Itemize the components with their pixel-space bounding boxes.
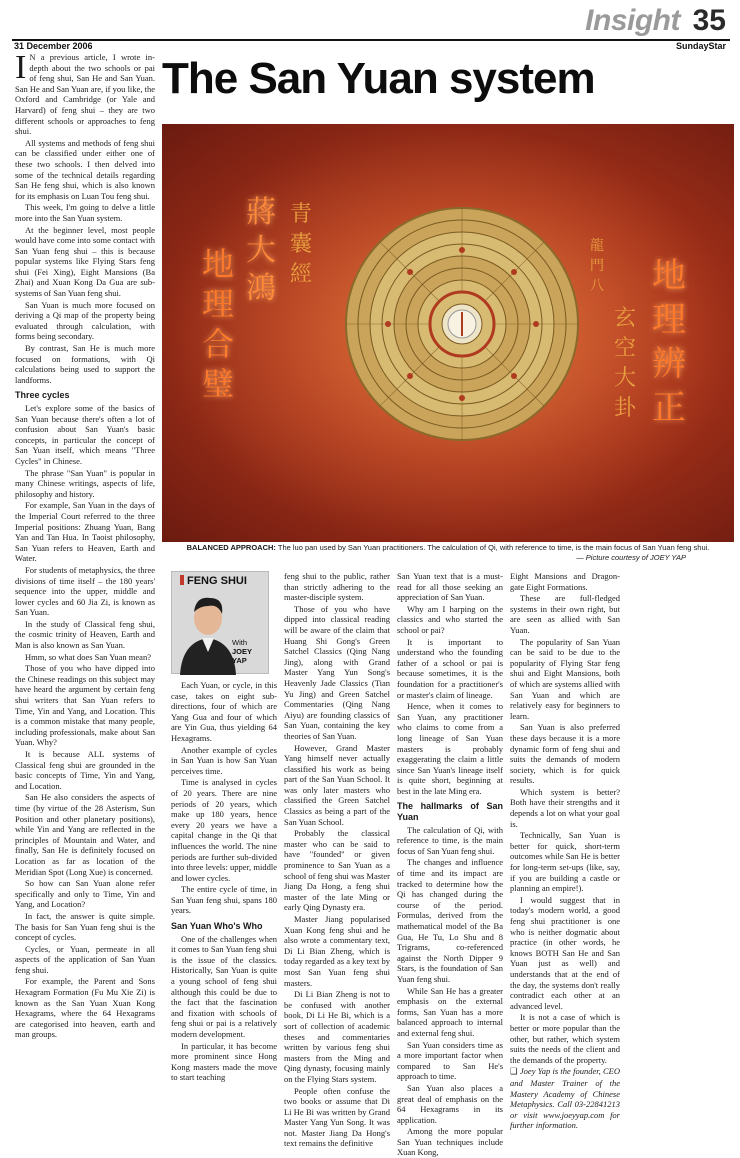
section-title: Insight [585, 4, 680, 37]
article-column-4 [397, 571, 503, 1158]
bullet-icon: ❑ [510, 1067, 518, 1078]
paragraph: Technically, San Yuan is better for quick, short-term outcomes while San He is better for long-term set-ups (like, say, if you are building a castle or planning an empire!). [510, 830, 620, 894]
paragraph: While San He has a greater emphasis on the external forms, San Yuan has a more balanced approach to internal and external feng shui. [397, 985, 503, 1038]
photo-caption [162, 543, 734, 563]
paragraph: In fact, the answer is quite simple. The basis for San Yuan feng shui is the concept of cycles. [15, 910, 155, 943]
paragraph: For students of metaphysics, the three divisions of time itself – the 180 years' sequence into the upper, middle and lower cycles and 60 Jia Zi, is known as San Yuan. [15, 564, 155, 618]
paragraph: It is not a case of which is better or more popular than the other, but rather, which system suits the needs of the client and the demands of the property. [510, 1012, 620, 1065]
paragraph: San Yuan is much more focused on deriving a Qi map of the property being evaluated through calculation, with forms being secondary. [15, 299, 155, 342]
paragraph: This week, I'm going to delve a little more into the San Yuan system. [15, 202, 155, 223]
paragraph: The entire cycle of time, in San Yuan feng shui, spans 180 years. [171, 884, 277, 916]
paragraph: Let's explore some of the basics of San Yuan because there's often a lot of confusion about San Yuan's basic concepts, in particular the concept of San Yuan itself, which means "Three Cycles" in Chinese. [15, 403, 155, 466]
paragraph: Hence, when it comes to San Yuan, any practitioner who claims to come from a long lineage of San Yuan masters is probably exaggerating the claim a little since San Yuan's lineage itself is quite short, beginning at best in the late Ming era. [397, 701, 503, 796]
paragraph: Master Jiang popularised Xuan Kong feng shui and he also wrote a commentary text, Di Li Bian Zheng, which is today regarded as a key text by most San Yuan feng shui masters. [284, 914, 390, 988]
byline-with: With [232, 638, 247, 647]
paragraph: However, Grand Master Yang himself never actually classified his work as being part of the San Yuan School. It was only later masters who classified the Green Satchel Classics as being a part of the San Yuan School. [284, 742, 390, 827]
byline-author: JOEY YAP [232, 647, 252, 665]
paragraph: feng shui to the public, rather than strictly adhering to the master-disciple system. [284, 571, 390, 603]
page-number: 35 [692, 4, 726, 37]
columnist-badge [171, 571, 269, 674]
paragraph: Those of you who have dipped into classical reading will be aware of the claim that Huang Shi Gong's Green Satchel Classics (Qing Nang Jing), along with Grand Master Yang Yun Song's Heavenly Jade Classics (Tian Yu Jing) and Green Satchel Commentaries (Qing Nang Aiyu) are founding classics of San Yuan, containing the key theories of San Yuan. [284, 603, 390, 741]
paragraph: Eight Mansions and Dragon-gate Eight Formations. [510, 571, 620, 592]
author-bio [510, 1066, 620, 1131]
paragraph: All systems and methods of feng shui can be classified under either one of these two schools. I then delved into some of the technical details regarding San He feng shui, which is also known for its emphasis on Luan Tou feng shui. [15, 137, 155, 201]
paragraph: San Yuan also places a great deal of emphasis on the 64 Hexagrams in its application. [397, 1082, 503, 1125]
photo-credit: — Picture courtesy of JOEY YAP [576, 553, 686, 562]
paragraph: In particular, it has become more prominent since Hong Kong masters made the move to start teaching [171, 1040, 277, 1083]
paragraph: San Yuan considers time as a more important factor when compared to San He's approach to time. [397, 1039, 503, 1082]
luopan-photo [162, 124, 734, 542]
paragraph: People often confuse the two books or assume that Di Li He Bi was written by Grand Master Yang Yun Song. It was not. Master Jiang Da Hong's text remains the definitive [284, 1085, 390, 1149]
article-column-2 [171, 680, 277, 1083]
paragraph: So how can San Yuan alone refer specifically and only to Time, Yin and Yang, and Location? [15, 878, 155, 910]
paragraph: N a previous article, I wrote in-depth about the two schools or pai of feng shui, San He and San Yuan. San He and San Yuan are, if you like, the Oxford and Cambridge (or Yale and Harvard) of feng shui – they are two different schools or approaches to feng shui. [15, 52, 155, 137]
luopan-compass [346, 208, 578, 440]
subheading: Three cycles [15, 390, 70, 401]
paragraph: Why am I harping on the classics and who started the school or pai? [397, 603, 503, 635]
paragraph: Di Li Bian Zheng is not to be confused with another book, Di Li He Bi, which is a sort of collection of academic theses and commentaries written by various feng shui masters from the Ming and Qing dynasty, focusing mainly on the Flying Stars system. [284, 989, 390, 1084]
calligraphy-left-1: 地 理 合 璧 [202, 245, 235, 403]
calligraphy-right-2: 玄 空 大 卦 [614, 306, 637, 421]
paragraph: It is important to understand who the founding father of a school or pai is because sometimes, it is the foundation for a practitioner's or master's claim of lineage. [397, 636, 503, 700]
paragraph: One of the challenges when it comes to San Yuan feng shui is the issue of the classics. Historically, San Yuan is quite a young school of feng shui although this could be due to the fact that the fascination and fixation with schools of feng shui or pai is a relatively modern development. [171, 933, 277, 1039]
paragraph: At the beginner level, most people would have come into some contact with San Yuan feng shui – this is because popular systems like Flying Stars feng shui (Fei Xing), Eight Mansions (Ba Zhai) and Xuan Kong Da Gua are sub-systems of San Yuan feng shui. [15, 224, 155, 299]
paper-name: SundayStar [675, 41, 726, 51]
paragraph: By contrast, San He is much more focused on formations, with Qi calculations being used to support the landforms. [15, 343, 155, 385]
drop-cap: I [15, 49, 27, 86]
paragraph: The popularity of San Yuan can be said to be due to the popularity of Flying Star feng shui and Eight Mansions, both of which are systems allied with San Yuan and which are relatively easy for beginners to learn. [510, 636, 620, 721]
issue-date: 31 December 2006 [14, 41, 93, 51]
paragraph: I would suggest that in today's modern world, a good feng shui practitioner is one who is neither dogmatic about practice (in other words, he knows BOTH San He and San Yuan just as well) and understands that at the end of the day, the systems don't really contradict each other at an advanced level. [510, 894, 620, 1011]
bio-text: Joey Yap is the founder, CEO and Master Trainer of the Mastery Academy of Chinese Metaphysics. Call 03-22841213 or visit www.joeyyap.com for further information. [510, 1066, 620, 1131]
caption-text: The luo pan used by San Yuan practitioners. The calculation of Qi, with reference to time, is the main focus of San Yuan feng shui. [275, 543, 710, 552]
paragraph: The changes and influence of time and its impact are tracked to determine how the Qi has changed during the course of the period. Formulas, derived from the mathematical model of the Ba Gua, He Tu, Lo Shu and 8 Trigrams, co-referenced against the North Dipper 9 Stars, is the foundation of San Yuan feng shui. [397, 857, 503, 984]
paragraph: In the study of Classical feng shui, the cosmic trinity of Heaven, Earth and Man is also known as San Yuan. [15, 618, 155, 651]
subheading: San Yuan Who's Who [171, 921, 263, 932]
paragraph: The calculation of Qi, with reference to time, is the main focus of San Yuan feng shui. [397, 824, 503, 856]
calligraphy-right-3: 龍 門 八 [590, 238, 604, 294]
paragraph: Those of you who have dipped into the Chinese readings on this subject may have heard the argument by certain feng shui writers that San Yuan refers to Time, Yin and Yang, and Location. This is a common mistake that many people, including professionals, make about San Yuan. Why? [15, 663, 155, 748]
paragraph: Each Yuan, or cycle, in this case, takes on eight sub-directions, four of which are Yang Gua and four of which are Yin Gua, thus yielding 64 Hexagrams. [171, 680, 277, 743]
column-title: FENG SHUI [180, 575, 247, 587]
column-byline [232, 638, 268, 665]
paragraph: Hmm, so what does San Yuan mean? [25, 651, 151, 662]
paragraph: San Yuan text that is a must-read for all those seeking an appreciation of San Yuan. [397, 571, 503, 603]
paragraph: San Yuan is also preferred these days because it is a more dynamic form of feng shui and suits the demands of modern society, which is for quick results. [510, 722, 620, 786]
calligraphy-left-2: 蔣 大 鴻 [246, 195, 276, 306]
paragraph: Another example of cycles in San Yuan is how San Yuan perceives time. [171, 744, 277, 776]
header-rule [12, 39, 730, 41]
paragraph: It is because ALL systems of Classical feng shui are grounded in the basic concepts of Time, Yin and Yang, and Location. [15, 749, 155, 791]
paragraph: Which system is better? Both have their strengths and it depends a lot on what your goal is. [510, 786, 620, 829]
article-column-3 [284, 571, 390, 1149]
article-column-1 [15, 49, 155, 1040]
paragraph: Among the more popular San Yuan techniques include Xuan Kong, [397, 1126, 503, 1158]
calligraphy-right-1: 地 理 辨 正 [652, 256, 686, 428]
paragraph: The phrase "San Yuan" is popular in many Chinese writings, aspects of life, philosophy and history. [15, 467, 155, 499]
caption-lead: BALANCED APPROACH: [186, 543, 276, 552]
subheading: The hallmarks of San Yuan [397, 801, 503, 823]
paragraph: Probably the classical master who can be said to have "founded" or given prominence to San Yuan as a school of feng shui was Master Jiang Da Hong, a feng shui master of the late Ming or early Qing Dynasty era. [284, 828, 390, 913]
paragraph: Cycles, or Yuan, permeate in all aspects of the application of San Yuan feng shui. [15, 943, 155, 975]
paragraph: For example, the Parent and Sons Hexagram Formation (Fu Mu Xie Zi) is known as the San Yuan Xuan Kong Hexagrams, where the 64 Hexagrams are categorised into heaven, earth and man groups. [15, 976, 155, 1040]
calligraphy-left-3: 青 囊 經 [290, 202, 313, 287]
paragraph: These are full-fledged systems in their own right, but are seen as allied with San Yuan. [510, 593, 620, 635]
paragraph: San He also considers the aspects of time (by virtue of the 28 Asterism, Sun Position and other planetary positions), while Yin and Yang are reflected in the principles of Mountain and Water, and finally, San He is definitely focused on Location as far as location of the Meridian Spot (Long Xue) is concerned. [15, 792, 155, 877]
luopan-illustration [162, 124, 734, 542]
paragraph: Time is analysed in cycles of 20 years. There are nine periods of 20 years, which make up 180 years, hence every 20 years we have a capital change in the Qi that influences the world. The nine periods are further sub-divided into three levels: upper, middle and lower cycles. [171, 777, 277, 883]
headline: The San Yuan system [162, 54, 595, 103]
paragraph: For example, San Yuan in the days of the Imperial Court referred to the three Imperial positions: Zhuang Yuan, Bang Yan and Tan Hua. In Taoist philosophy, San Yuan refers to Heaven, Earth and Water. [15, 500, 155, 564]
article-column-5 [510, 571, 620, 1131]
